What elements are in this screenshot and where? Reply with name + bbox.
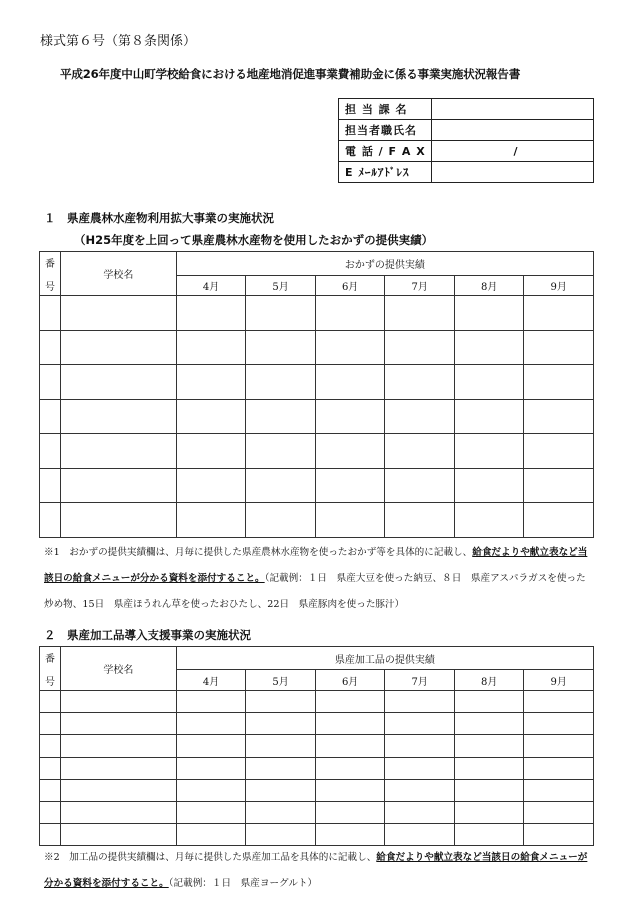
month-cell[interactable] (454, 691, 524, 713)
contact-table (338, 98, 594, 183)
month-cell[interactable] (385, 468, 455, 503)
month-cell[interactable] (454, 779, 524, 801)
form-number: 様式第６号（第８条関係） (40, 34, 197, 49)
month-cell[interactable] (176, 468, 246, 503)
document-title: 平成26年度中山町学校給食における地産地消促進事業費補助金に係る事業実施状況報告書 (60, 67, 521, 81)
school-cell[interactable] (60, 779, 176, 801)
month-cell[interactable] (385, 757, 455, 779)
month-cell[interactable] (524, 713, 594, 735)
month-cell[interactable] (315, 330, 385, 365)
month-header: 7月 (385, 276, 455, 296)
table-row (40, 330, 594, 365)
month-cell[interactable] (176, 330, 246, 365)
section2-note (44, 845, 594, 897)
section1-subheading: （H25年度を上回って県産農林水産物を使用したおかずの提供実績） (74, 233, 434, 247)
department-field[interactable] (432, 99, 594, 120)
number-header-bottom: 号 (44, 281, 55, 293)
month-cell[interactable] (524, 824, 594, 846)
school-cell[interactable] (60, 757, 176, 779)
number-cell[interactable] (40, 296, 61, 331)
month-header: 5月 (246, 276, 316, 296)
school-cell[interactable] (60, 330, 176, 365)
table-row (40, 757, 594, 779)
note-mark: ※1 (44, 547, 60, 558)
month-cell[interactable] (454, 399, 524, 434)
month-cell[interactable] (176, 801, 246, 823)
person-label: 担当者職氏名 (339, 120, 432, 141)
note-emphasis: 給食だよりや献立表など当該日の給食メニューが分かる資料を添付すること。 (44, 547, 588, 584)
email-field[interactable] (432, 162, 594, 183)
school-cell[interactable] (60, 735, 176, 757)
number-cell[interactable] (40, 713, 61, 735)
school-cell[interactable] (60, 801, 176, 823)
phone-fax-field[interactable]: / (432, 141, 594, 162)
month-cell[interactable] (315, 757, 385, 779)
note-example: （記載例：１日 県産ヨーグルト） (168, 878, 318, 889)
number-header-bottom: 号 (44, 676, 55, 688)
month-cell[interactable] (315, 434, 385, 469)
contact-row-department (339, 99, 594, 120)
month-cell[interactable] (315, 365, 385, 400)
month-cell[interactable] (315, 735, 385, 757)
month-cell[interactable] (385, 503, 455, 538)
table-row (40, 735, 594, 757)
month-cell[interactable] (454, 296, 524, 331)
number-header (40, 252, 61, 296)
month-cell[interactable] (454, 365, 524, 400)
month-cell[interactable] (385, 330, 455, 365)
school-cell[interactable] (60, 365, 176, 400)
month-cell[interactable] (385, 801, 455, 823)
month-cell[interactable] (385, 824, 455, 846)
month-cell[interactable] (315, 503, 385, 538)
table-row (40, 713, 594, 735)
month-cell[interactable] (176, 735, 246, 757)
month-cell[interactable] (246, 801, 316, 823)
month-cell[interactable] (524, 801, 594, 823)
month-cell[interactable] (524, 330, 594, 365)
number-cell[interactable] (40, 735, 61, 757)
month-cell[interactable] (176, 757, 246, 779)
school-cell[interactable] (60, 824, 176, 846)
month-cell[interactable] (524, 503, 594, 538)
note-text: 加工品の提供実績欄は、月毎に提供した県産加工品を具体的に記載し、 (69, 852, 377, 863)
number-header (40, 647, 61, 691)
month-cell[interactable] (246, 468, 316, 503)
school-cell[interactable] (60, 468, 176, 503)
number-cell[interactable] (40, 434, 61, 469)
number-cell[interactable] (40, 757, 61, 779)
person-field[interactable] (432, 120, 594, 141)
month-cell[interactable] (454, 434, 524, 469)
month-header: 6月 (315, 670, 385, 691)
month-cell[interactable] (524, 691, 594, 713)
month-cell[interactable] (454, 801, 524, 823)
department-label: 担 当 課 名 (339, 99, 432, 120)
month-cell[interactable] (176, 296, 246, 331)
month-cell[interactable] (176, 365, 246, 400)
table-row (40, 691, 594, 713)
school-cell[interactable] (60, 713, 176, 735)
month-cell[interactable] (176, 434, 246, 469)
month-cell[interactable] (524, 468, 594, 503)
month-cell[interactable] (524, 296, 594, 331)
table-row (40, 503, 594, 538)
note-text: おかずの提供実績欄は、月毎に提供した県産農林水産物を使ったおかず等を具体的に記載し、 (69, 547, 473, 558)
phone-fax-label: 電 話 / F A X (339, 141, 432, 162)
month-cell[interactable] (246, 399, 316, 434)
contact-row-email (339, 162, 594, 183)
school-cell[interactable] (60, 691, 176, 713)
month-cell[interactable] (246, 330, 316, 365)
month-cell[interactable] (246, 779, 316, 801)
school-cell[interactable] (60, 503, 176, 538)
month-cell[interactable] (315, 296, 385, 331)
email-label: E ﾒｰﾙｱﾄﾞﾚｽ (339, 162, 432, 183)
table-row (40, 399, 594, 434)
month-header: 9月 (524, 276, 594, 296)
month-cell[interactable] (524, 399, 594, 434)
month-cell[interactable] (246, 757, 316, 779)
school-cell[interactable] (60, 296, 176, 331)
number-cell[interactable] (40, 468, 61, 503)
month-cell[interactable] (385, 713, 455, 735)
month-cell[interactable] (454, 503, 524, 538)
month-cell[interactable] (385, 434, 455, 469)
section2-heading: ２ 県産加工品導入支援事業の実施状況 (44, 628, 251, 642)
section1-heading: １ 県産農林水産物利用拡大事業の実施状況 (44, 211, 274, 225)
month-cell[interactable] (315, 824, 385, 846)
table-row (40, 468, 594, 503)
contact-row-person (339, 120, 594, 141)
month-cell[interactable] (454, 824, 524, 846)
number-header-top: 番 (44, 258, 55, 270)
month-cell[interactable] (246, 691, 316, 713)
month-cell[interactable] (385, 399, 455, 434)
number-header-top: 番 (44, 653, 55, 665)
month-cell[interactable] (246, 735, 316, 757)
number-cell[interactable] (40, 330, 61, 365)
table-row (40, 434, 594, 469)
number-cell[interactable] (40, 365, 61, 400)
month-cell[interactable] (315, 713, 385, 735)
month-cell[interactable] (315, 779, 385, 801)
month-cell[interactable] (385, 691, 455, 713)
number-cell[interactable] (40, 779, 61, 801)
month-header: 5月 (246, 670, 316, 691)
month-cell[interactable] (454, 713, 524, 735)
section1-note (44, 540, 594, 618)
month-cell[interactable] (454, 757, 524, 779)
month-cell[interactable] (385, 365, 455, 400)
month-cell[interactable] (524, 757, 594, 779)
month-cell[interactable] (524, 434, 594, 469)
month-cell[interactable] (385, 296, 455, 331)
month-cell[interactable] (176, 691, 246, 713)
month-cell[interactable] (176, 779, 246, 801)
note-emphasis: 給食だよりや献立表など当該日の給食メニューが分かる資料を添付すること。 (44, 852, 588, 889)
school-header: 学校名 (60, 647, 176, 691)
number-cell[interactable] (40, 691, 61, 713)
month-header: 8月 (454, 670, 524, 691)
number-cell[interactable] (40, 801, 61, 823)
month-cell[interactable] (524, 779, 594, 801)
table-row (40, 779, 594, 801)
number-cell[interactable] (40, 503, 61, 538)
month-header: 4月 (176, 276, 246, 296)
month-cell[interactable] (246, 434, 316, 469)
month-cell[interactable] (524, 365, 594, 400)
section2-rows (40, 691, 594, 846)
table-row (40, 824, 594, 846)
month-header: 9月 (524, 670, 594, 691)
month-header: 8月 (454, 276, 524, 296)
number-cell[interactable] (40, 824, 61, 846)
table-row (40, 296, 594, 331)
month-header: 4月 (176, 670, 246, 691)
section1-table (39, 251, 594, 538)
group-header: 県産加工品の提供実績 (176, 647, 593, 670)
month-cell[interactable] (454, 468, 524, 503)
month-cell[interactable] (385, 779, 455, 801)
month-cell[interactable] (246, 824, 316, 846)
month-cell[interactable] (315, 468, 385, 503)
month-cell[interactable] (176, 713, 246, 735)
month-cell[interactable] (176, 399, 246, 434)
school-cell[interactable] (60, 399, 176, 434)
note-example: （記載例：１日 県産大豆を使った納豆、８日 県産アスパラガスを使った炒め物、15日 県産ほうれん草を使ったおひたし、22日 県産豚肉を使った豚汁） (44, 573, 586, 610)
note-mark: ※2 (44, 852, 60, 863)
table-row (40, 801, 594, 823)
month-cell[interactable] (315, 801, 385, 823)
group-header: おかずの提供実績 (176, 252, 593, 276)
month-header: 6月 (315, 276, 385, 296)
number-cell[interactable] (40, 399, 61, 434)
section2-table (39, 646, 594, 846)
contact-row-phone (339, 141, 594, 162)
month-cell[interactable] (524, 735, 594, 757)
month-header: 7月 (385, 670, 455, 691)
month-cell[interactable] (315, 399, 385, 434)
month-cell[interactable] (246, 503, 316, 538)
section1-rows (40, 296, 594, 538)
month-cell[interactable] (246, 365, 316, 400)
month-cell[interactable] (176, 503, 246, 538)
table-row (40, 365, 594, 400)
month-cell[interactable] (176, 824, 246, 846)
month-cell[interactable] (315, 691, 385, 713)
month-cell[interactable] (385, 735, 455, 757)
school-header: 学校名 (60, 252, 176, 296)
month-cell[interactable] (454, 735, 524, 757)
school-cell[interactable] (60, 434, 176, 469)
month-cell[interactable] (454, 330, 524, 365)
month-cell[interactable] (246, 296, 316, 331)
month-cell[interactable] (246, 713, 316, 735)
